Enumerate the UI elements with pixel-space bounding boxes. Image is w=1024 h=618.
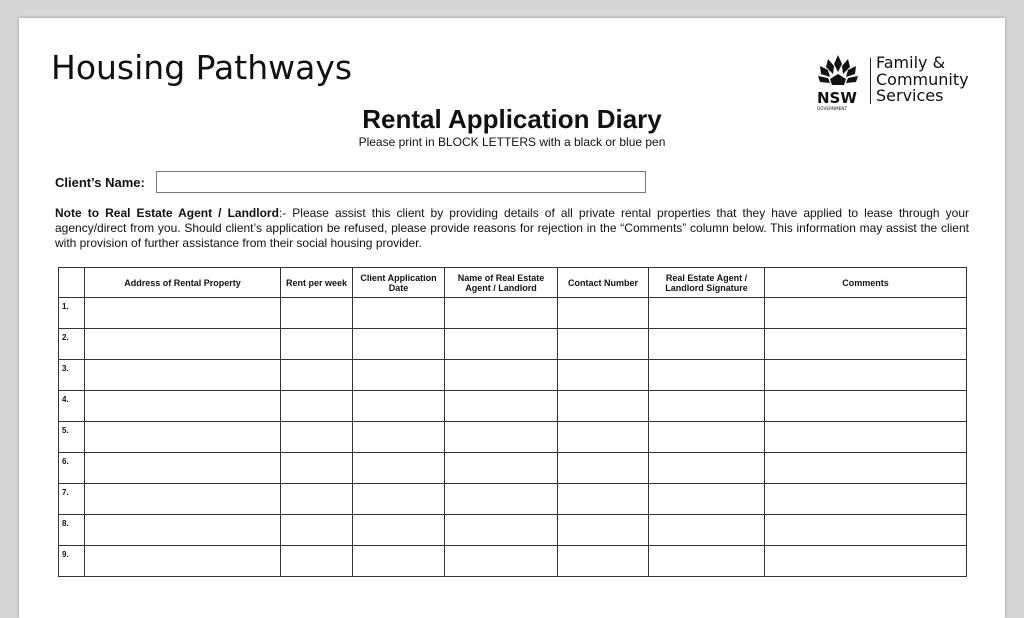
- contact-number-cell[interactable]: [558, 360, 649, 391]
- table-row: [59, 391, 967, 422]
- signature-cell[interactable]: [649, 329, 765, 360]
- header-title: Housing Pathways: [51, 48, 353, 87]
- contact-number-cell[interactable]: [558, 484, 649, 515]
- signature-cell[interactable]: [649, 391, 765, 422]
- row-number: 5.: [59, 422, 85, 453]
- rent-cell[interactable]: [281, 360, 353, 391]
- signature-cell[interactable]: [649, 453, 765, 484]
- application-date-cell[interactable]: [353, 484, 445, 515]
- comments-cell[interactable]: [765, 329, 967, 360]
- document-page: [19, 18, 1005, 618]
- col-number-header: [59, 268, 85, 298]
- table-row: [59, 515, 967, 546]
- contact-number-cell[interactable]: [558, 422, 649, 453]
- rent-cell[interactable]: [281, 515, 353, 546]
- agent-name-cell[interactable]: [445, 329, 558, 360]
- row-number: 3.: [59, 360, 85, 391]
- agent-name-cell[interactable]: [445, 453, 558, 484]
- col-contact-number-header: Contact Number: [558, 268, 649, 298]
- agency-name-line2: Community: [876, 69, 969, 89]
- table-row: [59, 453, 967, 484]
- col-rent-header: Rent per week: [281, 268, 353, 298]
- signature-cell[interactable]: [649, 360, 765, 391]
- agency-name: [876, 55, 969, 105]
- agent-name-cell[interactable]: [445, 546, 558, 577]
- row-number: 6.: [59, 453, 85, 484]
- signature-cell[interactable]: [649, 422, 765, 453]
- signature-cell[interactable]: [649, 515, 765, 546]
- note-lead: Note to Real Estate Agent / Landlord: [55, 206, 279, 220]
- rent-cell[interactable]: [281, 298, 353, 329]
- address-cell[interactable]: [85, 453, 281, 484]
- row-number: 2.: [59, 329, 85, 360]
- col-application-date-header: Client Application Date: [353, 268, 445, 298]
- address-cell[interactable]: [85, 422, 281, 453]
- comments-cell[interactable]: [765, 360, 967, 391]
- table-row: [59, 298, 967, 329]
- table-row: [59, 360, 967, 391]
- agent-name-cell[interactable]: [445, 391, 558, 422]
- application-date-cell[interactable]: [353, 515, 445, 546]
- rental-diary-table: [58, 267, 967, 577]
- address-cell[interactable]: [85, 484, 281, 515]
- rent-cell[interactable]: [281, 453, 353, 484]
- agent-name-cell[interactable]: [445, 298, 558, 329]
- comments-cell[interactable]: [765, 484, 967, 515]
- agency-name-line3: Services: [876, 86, 944, 105]
- signature-cell[interactable]: [649, 484, 765, 515]
- agent-name-cell[interactable]: [445, 422, 558, 453]
- agent-name-cell[interactable]: [445, 360, 558, 391]
- comments-cell[interactable]: [765, 546, 967, 577]
- contact-number-cell[interactable]: [558, 391, 649, 422]
- contact-number-cell[interactable]: [558, 453, 649, 484]
- document-subtitle: Please print in BLOCK LETTERS with a black or blue pen: [358, 135, 666, 149]
- comments-cell[interactable]: [765, 515, 967, 546]
- comments-cell[interactable]: [765, 391, 967, 422]
- row-number: 4.: [59, 391, 85, 422]
- contact-number-cell[interactable]: [558, 546, 649, 577]
- table-row: [59, 422, 967, 453]
- col-address-header: Address of Rental Property: [85, 268, 281, 298]
- client-name-label: Client’s Name:: [55, 175, 145, 190]
- row-number: 7.: [59, 484, 85, 515]
- comments-cell[interactable]: [765, 422, 967, 453]
- address-cell[interactable]: [85, 298, 281, 329]
- government-label: GOVERNMENT: [817, 106, 847, 111]
- application-date-cell[interactable]: [353, 329, 445, 360]
- col-agent-name-header: Name of Real Estate Agent / Landlord: [445, 268, 558, 298]
- note-body: :- Please assist this client by providing details of all private rental properties that they have applied to lease through your agency/direct from you. Should client’s application be refused, please provide reasons for rejection in the “Comments” column below. This information may assist the client with provision of further assistance from their social housing provider.: [55, 206, 969, 250]
- col-signature-header: Real Estate Agent / Landlord Signature: [649, 268, 765, 298]
- logo-divider: [870, 58, 871, 104]
- table-row: [59, 546, 967, 577]
- agent-name-cell[interactable]: [445, 484, 558, 515]
- contact-number-cell[interactable]: [558, 298, 649, 329]
- address-cell[interactable]: [85, 515, 281, 546]
- signature-cell[interactable]: [649, 546, 765, 577]
- contact-number-cell[interactable]: [558, 329, 649, 360]
- rent-cell[interactable]: [281, 391, 353, 422]
- contact-number-cell[interactable]: [558, 515, 649, 546]
- application-date-cell[interactable]: [353, 546, 445, 577]
- rent-cell[interactable]: [281, 484, 353, 515]
- agency-name-line1: Family &: [876, 53, 946, 72]
- row-number: 9.: [59, 546, 85, 577]
- rent-cell[interactable]: [281, 422, 353, 453]
- table-row: [59, 484, 967, 515]
- client-name-field[interactable]: [156, 171, 646, 193]
- signature-cell[interactable]: [649, 298, 765, 329]
- note-to-agent: [55, 206, 969, 251]
- address-cell[interactable]: [85, 546, 281, 577]
- waratah-icon: [818, 55, 858, 85]
- table-header-row: [59, 268, 967, 298]
- address-cell[interactable]: [85, 329, 281, 360]
- agent-name-cell[interactable]: [445, 515, 558, 546]
- document-title: Rental Application Diary: [362, 104, 662, 134]
- rent-cell[interactable]: [281, 329, 353, 360]
- rent-cell[interactable]: [281, 546, 353, 577]
- table-row: [59, 329, 967, 360]
- comments-cell[interactable]: [765, 298, 967, 329]
- application-date-cell[interactable]: [353, 453, 445, 484]
- row-number: 8.: [59, 515, 85, 546]
- comments-cell[interactable]: [765, 453, 967, 484]
- application-date-cell[interactable]: [353, 391, 445, 422]
- col-comments-header: Comments: [765, 268, 967, 298]
- application-date-cell[interactable]: [353, 298, 445, 329]
- address-cell[interactable]: [85, 360, 281, 391]
- application-date-cell[interactable]: [353, 422, 445, 453]
- nsw-wordmark: NSW: [817, 89, 857, 107]
- row-number: 1.: [59, 298, 85, 329]
- application-date-cell[interactable]: [353, 360, 445, 391]
- address-cell[interactable]: [85, 391, 281, 422]
